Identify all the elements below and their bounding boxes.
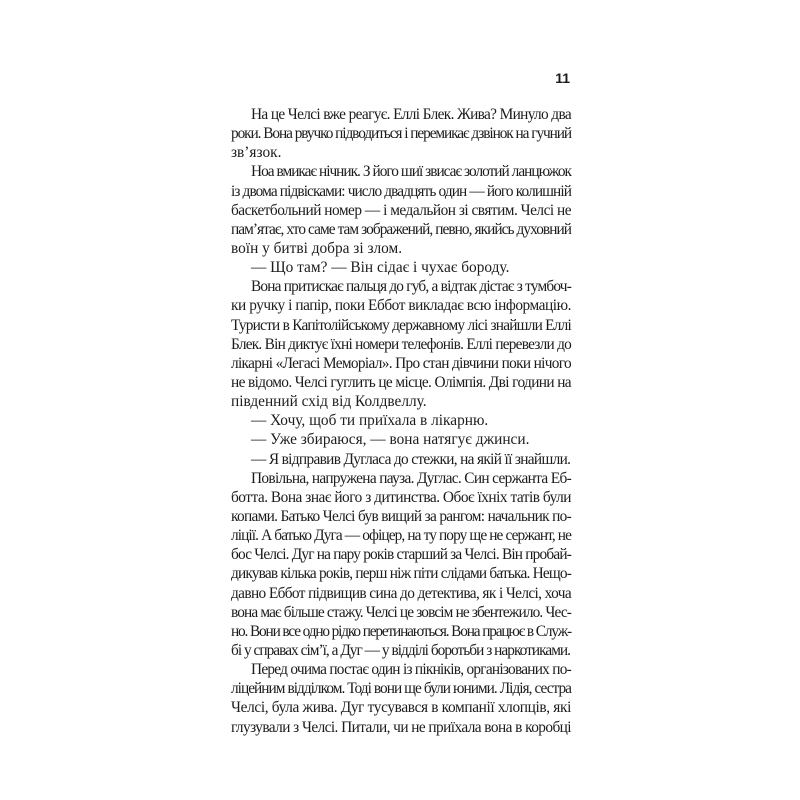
paragraph (231, 277, 571, 411)
paragraph (231, 469, 571, 660)
text-line: Блек. Він диктує їхні номери телефонів. Еллі перевезли до (231, 335, 571, 353)
text-line: давно Еббот підвищив сина до детектива, як і Челсі, хоча (231, 584, 571, 602)
text-line: — Я відправив Дугласа до стежки, на якій її знайшли. (251, 450, 571, 468)
page-number: 11 (555, 70, 570, 86)
text-line: воїн у битві добра зі злом. (231, 239, 403, 257)
text-line: роки. Вона рвучко підводиться і перемикає дзвінок на гучний (231, 125, 571, 143)
text-line: бі у справах сім’ї, а Дуг — у відділі боротьби з наркотиками. (231, 641, 571, 659)
text-line: Вона притискає пальця до губ, а відтак дістає з тумбоч- (251, 278, 571, 296)
text-line: Челсі, була жива. Дуг тусувався в компанії хлопців, які (231, 699, 571, 717)
paragraph (231, 450, 571, 469)
text-line: копами. Батько Челсі був вищий за рангом: начальник по- (231, 507, 571, 525)
paragraph (231, 162, 571, 258)
text-line: ботта. Вона знає його з дитинства. Обоє їхніх татів були (231, 488, 571, 506)
paragraph (231, 258, 571, 277)
paragraph (231, 411, 571, 430)
text-line: зв’язок. (231, 144, 282, 162)
text-line: Ноа вмикає нічник. З його шиї звисає золотий ланцюжок (251, 163, 571, 181)
text-line: На це Челсі вже реагує. Еллі Блек. Жива? Минуло два (251, 106, 571, 123)
paragraph (231, 660, 571, 737)
text-line: — Що там? — Він сідає і чухає бороду. (251, 259, 510, 277)
paragraph (231, 105, 571, 162)
text-line: баскетбольний номер — і медальйон зі святим. Челсі не (231, 201, 571, 219)
text-line: дикував кілька років, перш ніж піти слідами батька. Нещо- (231, 565, 571, 583)
text-line: но. Вони все одно рідко перетинаються. Вона працює в Служ- (231, 622, 571, 640)
text-line: Туристи в Капітолійському державному лісі знайшли Еллі (231, 316, 571, 334)
text-line: Перед очима постає один із пікніків, організованих по- (251, 661, 571, 679)
text-line: не відомо. Челсі гуглить це місце. Олімпія. Дві години на (231, 373, 571, 391)
text-line: пам’ятає, хто саме там зображений, певно, якийсь духовний (231, 220, 571, 238)
text-line: лікарні «Легасі Меморіал». Про стан дівчини поки нічого (231, 354, 571, 372)
text-line: вона має більше стажу. Челсі це зовсім не збентежило. Чес- (231, 603, 571, 621)
text-line: із двома підвісками: число двадцять один — його колишній (231, 182, 571, 200)
text-line: Повільна, напружена пауза. Дуглас. Син сержанта Еб- (251, 469, 571, 487)
text-line: — Уже збираюся, — вона натягує джинси. (251, 431, 530, 449)
text-line: південний схід від Колдвеллу. (231, 393, 427, 411)
paragraph (231, 430, 571, 449)
text-line: ки ручку і папір, поки Еббот викладає всю інформацію. (231, 297, 571, 315)
text-line: ліції. А батько Дуга — офіцер, на ту пору ще не сержант, не (231, 527, 571, 545)
text-line: ліцейним відділком. Тоді вони ще були юними. Лідія, сестра (231, 680, 571, 698)
body-text (231, 105, 571, 737)
text-line: глузували з Челсі. Питали, чи не приїхала вона в коробці (231, 718, 571, 736)
text-line: — Хочу, щоб ти приїхала в лікарню. (251, 412, 489, 430)
text-line: бос Челсі. Дуг на пару років старший за Челсі. Він пробай- (231, 546, 571, 564)
